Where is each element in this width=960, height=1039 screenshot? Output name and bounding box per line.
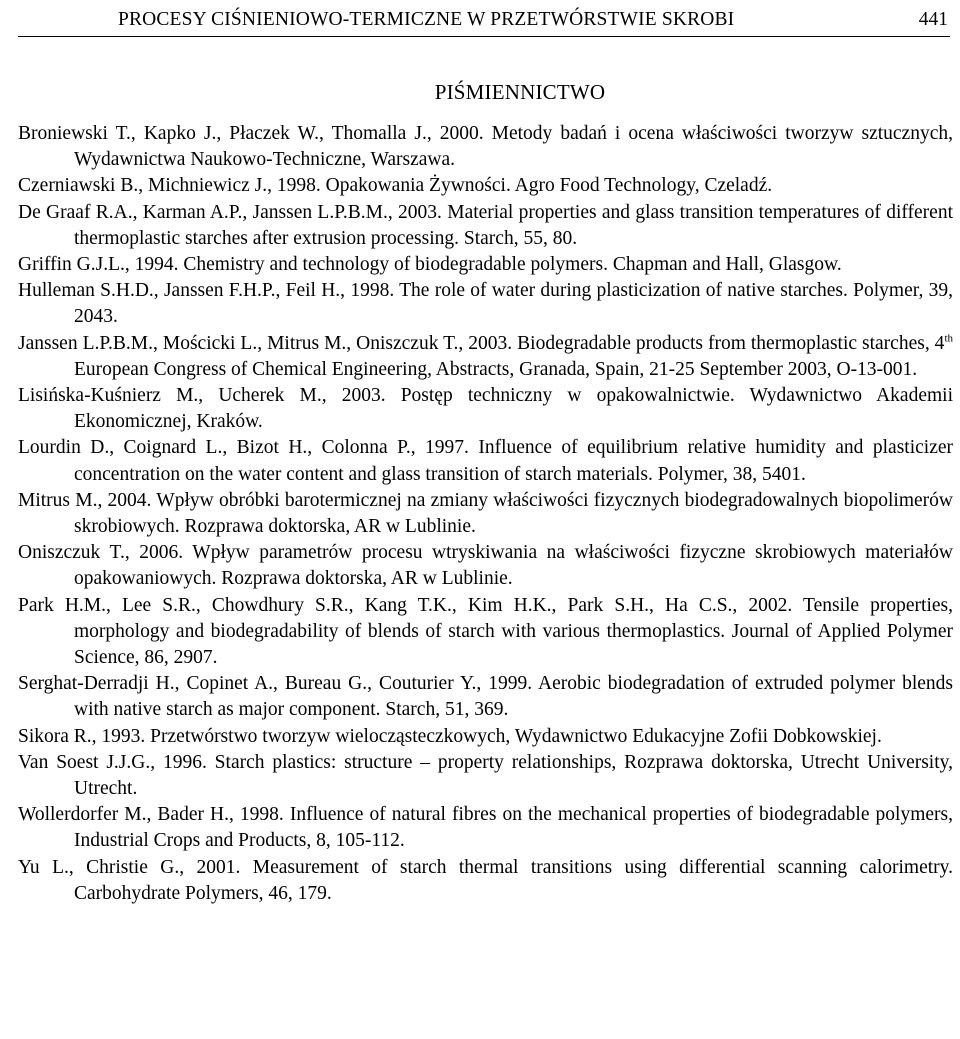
reference-entry-hulleman: Hulleman S.H.D., Janssen F.H.P., Feil H., 1998. The role of water during plasticization of native starches. Polymer, 39, 2043. [18,280,953,328]
reference-entry-park: Park H.M., Lee S.R., Chowdhury S.R., Kang T.K., Kim H.K., Park S.H., Ha C.S., 2002. Tensile properties, morphology and biodegradability of blends of starch with various thermoplastics. Journal of Applied Polymer Science, 86, 2907. [18,594,953,669]
reference-entry-sikora: Sikora R., 1993. Przetwórstwo tworzyw wielocząsteczkowych, Wydawnictwo Edukacyjne Zofii Dobkowskiej. [18,725,882,747]
reference-entry-serghat-derradji: Serghat-Derradji H., Copinet A., Bureau G., Couturier Y., 1999. Aerobic biodegradation of extruded polymer blends with native starch as major component. Starch, 51, 369. [18,673,953,721]
running-header [18,6,950,37]
section-heading: PIŚMIENNICTWO [434,80,606,104]
reference-entry-lisinska: Lisińska-Kuśnierz M., Ucherek M., 2003. Postęp techniczny w opakowalnictwie. Wydawnictwo Akademii Ekonomicznej, Kraków. [18,385,953,433]
page-number: 441 [918,9,948,30]
reference-entry-van-soest: Van Soest J.J.G., 1996. Starch plastics: structure – property relationships, Rozprawa doktorska, Utrecht University, Utrecht. [18,751,953,800]
reference-text: Janssen L.P.B.M., Mościcki L., Mitrus M., Oniszczuk T., 2003. Biodegradable products from thermoplastic starches, 4 [18,332,945,354]
reference-entry-yu: Yu L., Christie G., 2001. Measurement of starch thermal transitions using differential scanning calorimetry. Carbohydrate Polymers, 46, 179. [18,856,953,904]
reference-text: European Congress of Chemical Engineering, Abstracts, Granada, Spain, 21-25 September 2003, O-13-001. [74,358,918,380]
reference-list [18,121,953,907]
reference-entry-janssen [18,331,953,383]
reference-entry-czerniawski: Czerniawski B., Michniewicz J., 1998. Opakowania Żywności. Agro Food Technology, Czeladź. [18,175,773,197]
reference-entry-broniewski: Broniewski T., Kapko J., Płaczek W., Thomalla J., 2000. Metody badań i ocena właściwości tworzyw sztucznych, Wydawnictwa Naukowo-Techniczne, Warszawa. [18,123,953,171]
reference-entry-mitrus: Mitrus M., 2004. Wpływ obróbki barotermicznej na zmiany właściwości fizycznych biodegradowalnych biopolimerów skrobiowych. Rozprawa doktorska, AR w Lublinie. [18,489,953,538]
running-title: PROCESY CIŚNIENIOWO-TERMICZNE W PRZETWÓRSTWIE SKROBI [118,9,735,30]
reference-entry-oniszczuk: Oniszczuk T., 2006. Wpływ parametrów procesu wtryskiwania na właściwości fizyczne skrobiowych materiałów opakowaniowych. Rozprawa doktorska, AR w Lublinie. [18,542,953,590]
reference-entry-lourdin: Lourdin D., Coignard L., Bizot H., Colonna P., 1997. Influence of equilibrium relative humidity and plasticizer concentration on the water content and glass transition of starch materials. Polymer, 38, 5401. [18,437,953,485]
ordinal-suffix: th [944,332,953,345]
reference-entry-de-graaf: De Graaf R.A., Karman A.P., Janssen L.P.B.M., 2003. Material properties and glass transition temperatures of different thermoplastic starches after extrusion processing. Starch, 55, 80. [18,201,953,249]
reference-entry-griffin: Griffin G.J.L., 1994. Chemistry and technology of biodegradable polymers. Chapman and Hall, Glasgow. [18,254,842,276]
reference-entry-wollerdorfer: Wollerdorfer M., Bader H., 1998. Influence of natural fibres on the mechanical properties of biodegradable polymers, Industrial Crops and Products, 8, 105-112. [18,804,953,852]
